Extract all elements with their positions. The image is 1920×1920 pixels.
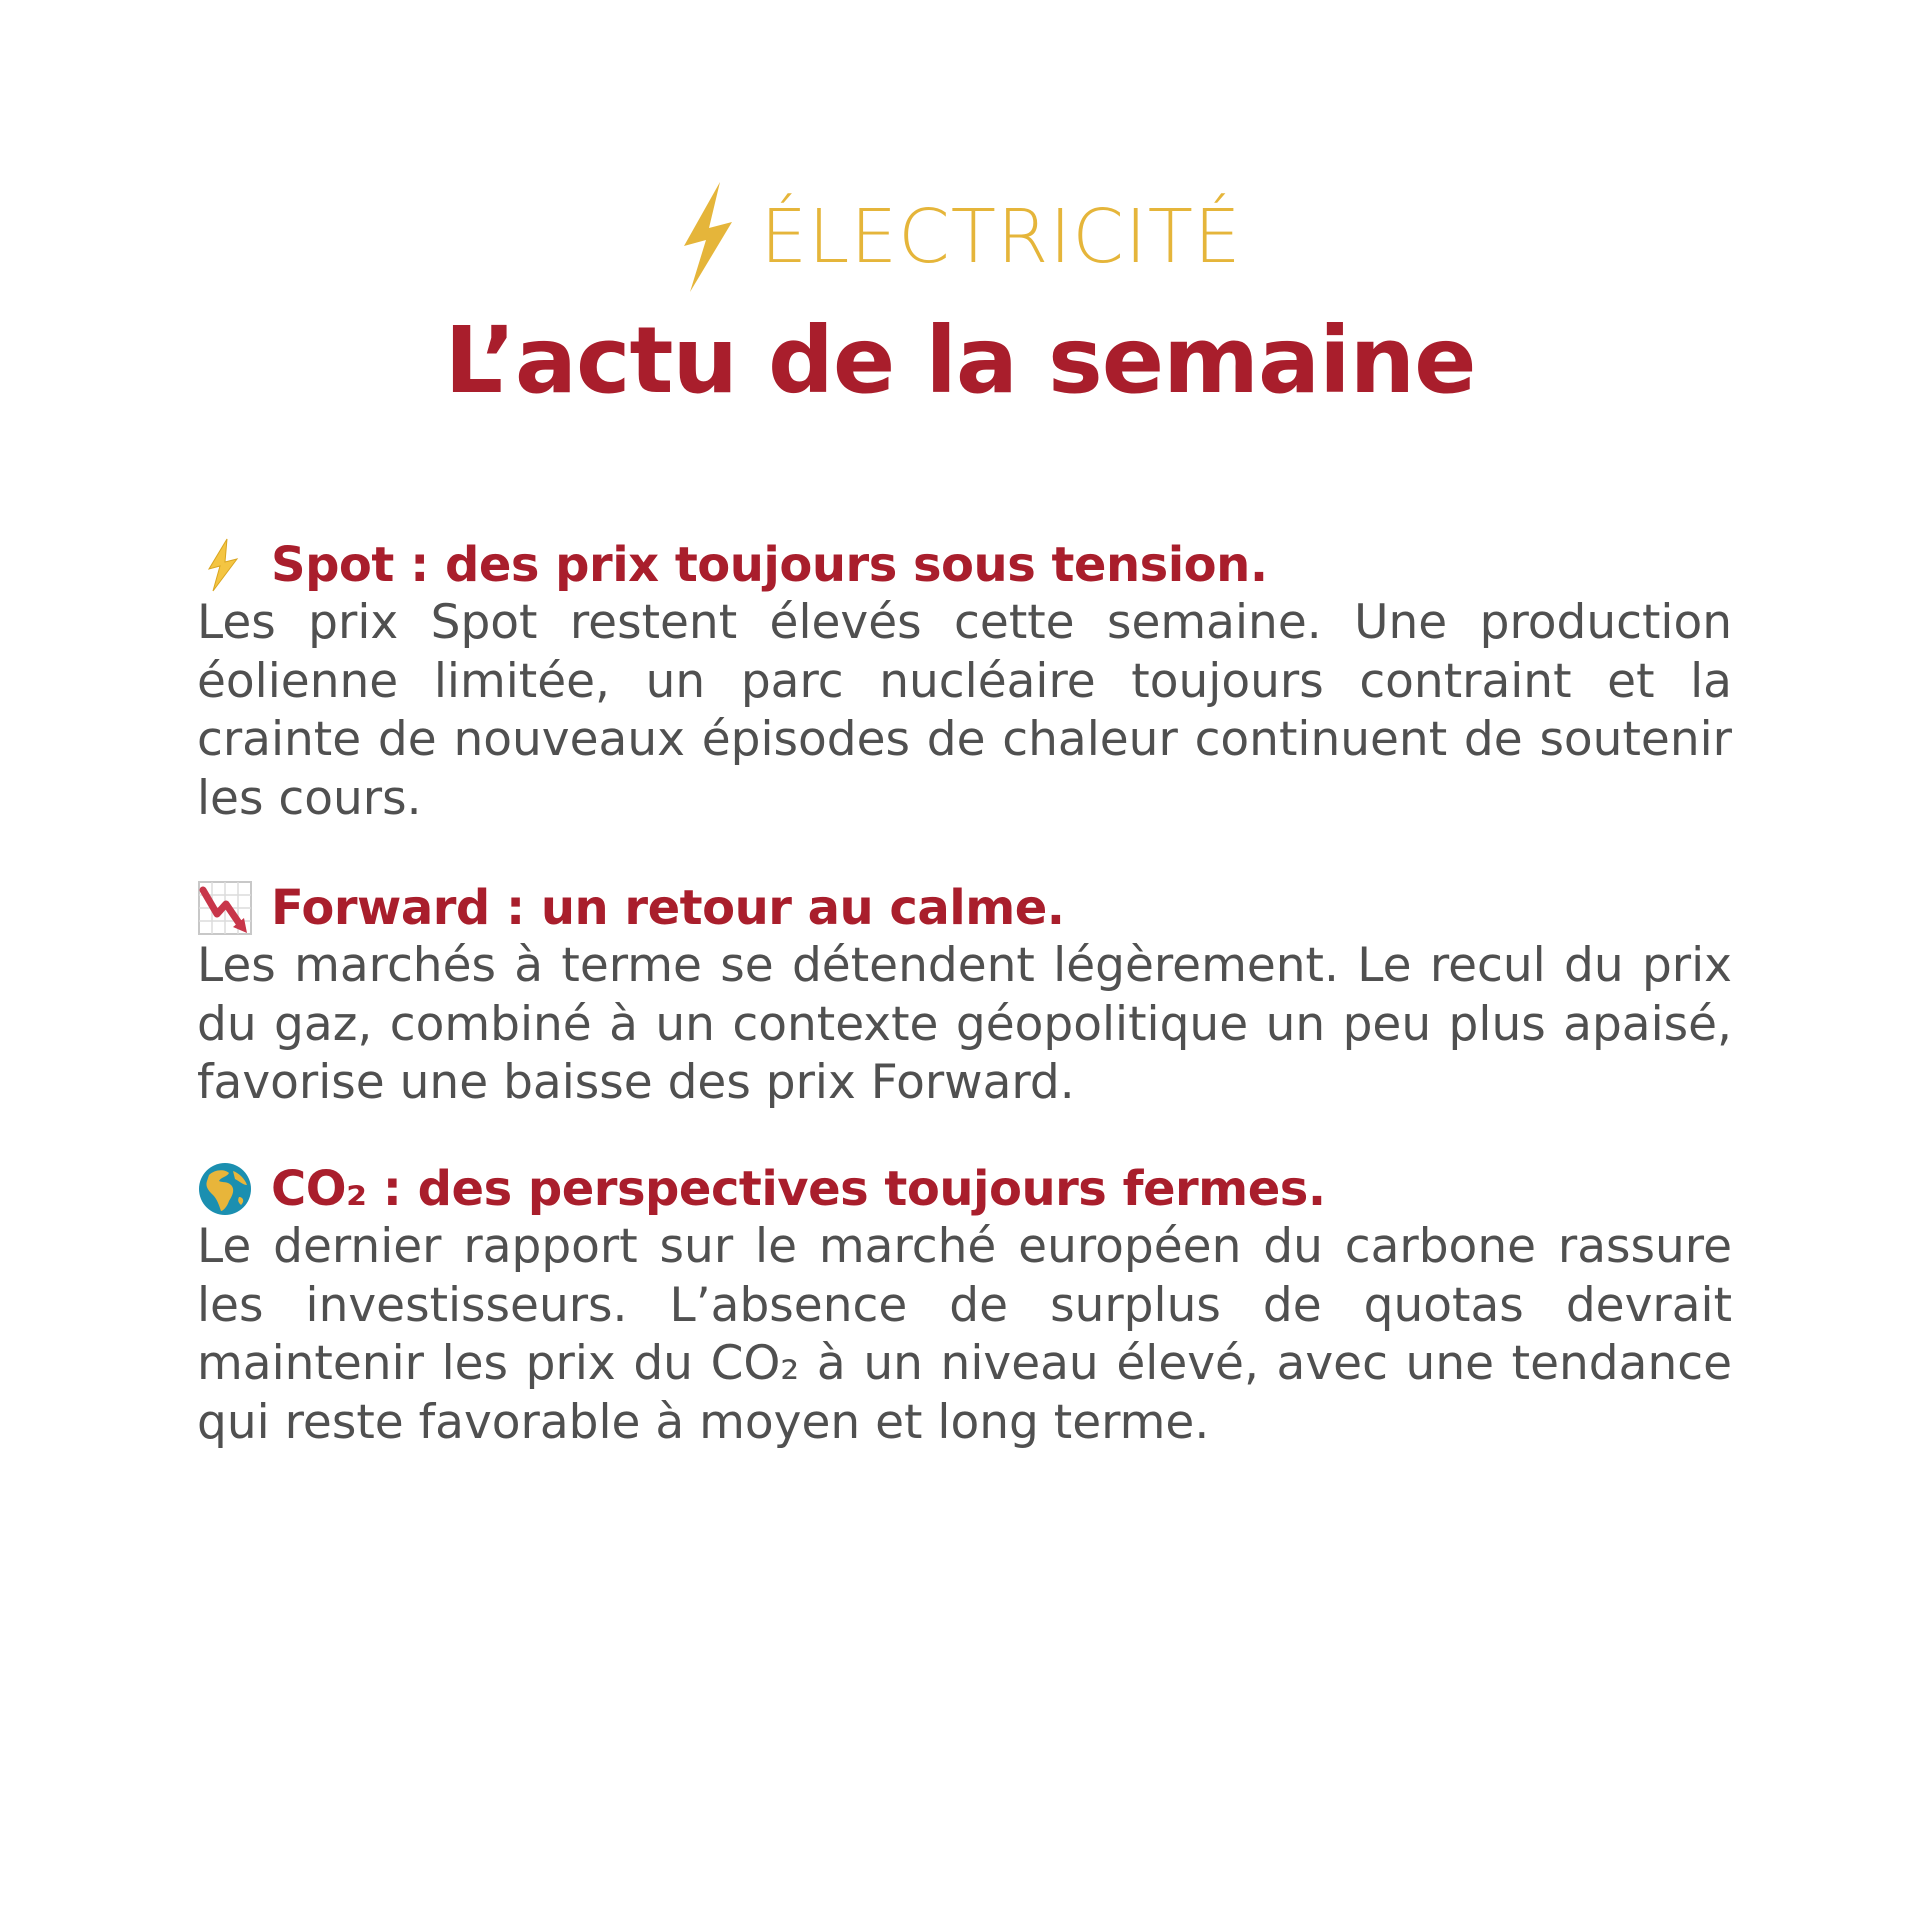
section-body: Le dernier rapport sur le marché européen du carbone rassure les investisseurs. L’absence de surplus de quotas devrait maintenir les prix du CO₂ à un niveau élevé, avec une tendance qui reste favorable à moyen et long terme. — [197, 1219, 1732, 1450]
page-title: L’actu de la semaine — [444, 307, 1476, 414]
section-spot — [197, 536, 1732, 828]
lightning-bolt-icon — [197, 537, 253, 593]
section-forward — [197, 879, 1732, 1113]
lightning-bolt-icon — [678, 182, 734, 292]
section-body: Les marchés à terme se détendent légèrement. Le recul du prix du gaz, combiné à un contexte géopolitique un peu plus apaisé, favorise une baisse des prix Forward. — [197, 938, 1732, 1110]
section-co2 — [197, 1160, 1732, 1452]
section-header — [197, 879, 1732, 937]
section-body: Les prix Spot restent élevés cette semaine. Une production éolienne limitée, un parc nucléaire toujours contraint et la crainte de nouveaux épisodes de chaleur continuent de soutenir les cours. — [197, 595, 1732, 826]
section-title: Forward : un retour au calme. — [271, 880, 1065, 936]
section-header — [197, 1160, 1732, 1218]
chart-decreasing-icon — [197, 880, 253, 936]
section-title: Spot : des prix toujours sous tension. — [271, 537, 1268, 593]
globe-europe-africa-icon — [197, 1161, 253, 1217]
section-header — [197, 536, 1732, 594]
section-title: CO₂ : des perspectives toujours fermes. — [271, 1161, 1326, 1217]
kicker: ÉLECTRICITÉ — [760, 194, 1242, 280]
header — [0, 178, 1920, 296]
